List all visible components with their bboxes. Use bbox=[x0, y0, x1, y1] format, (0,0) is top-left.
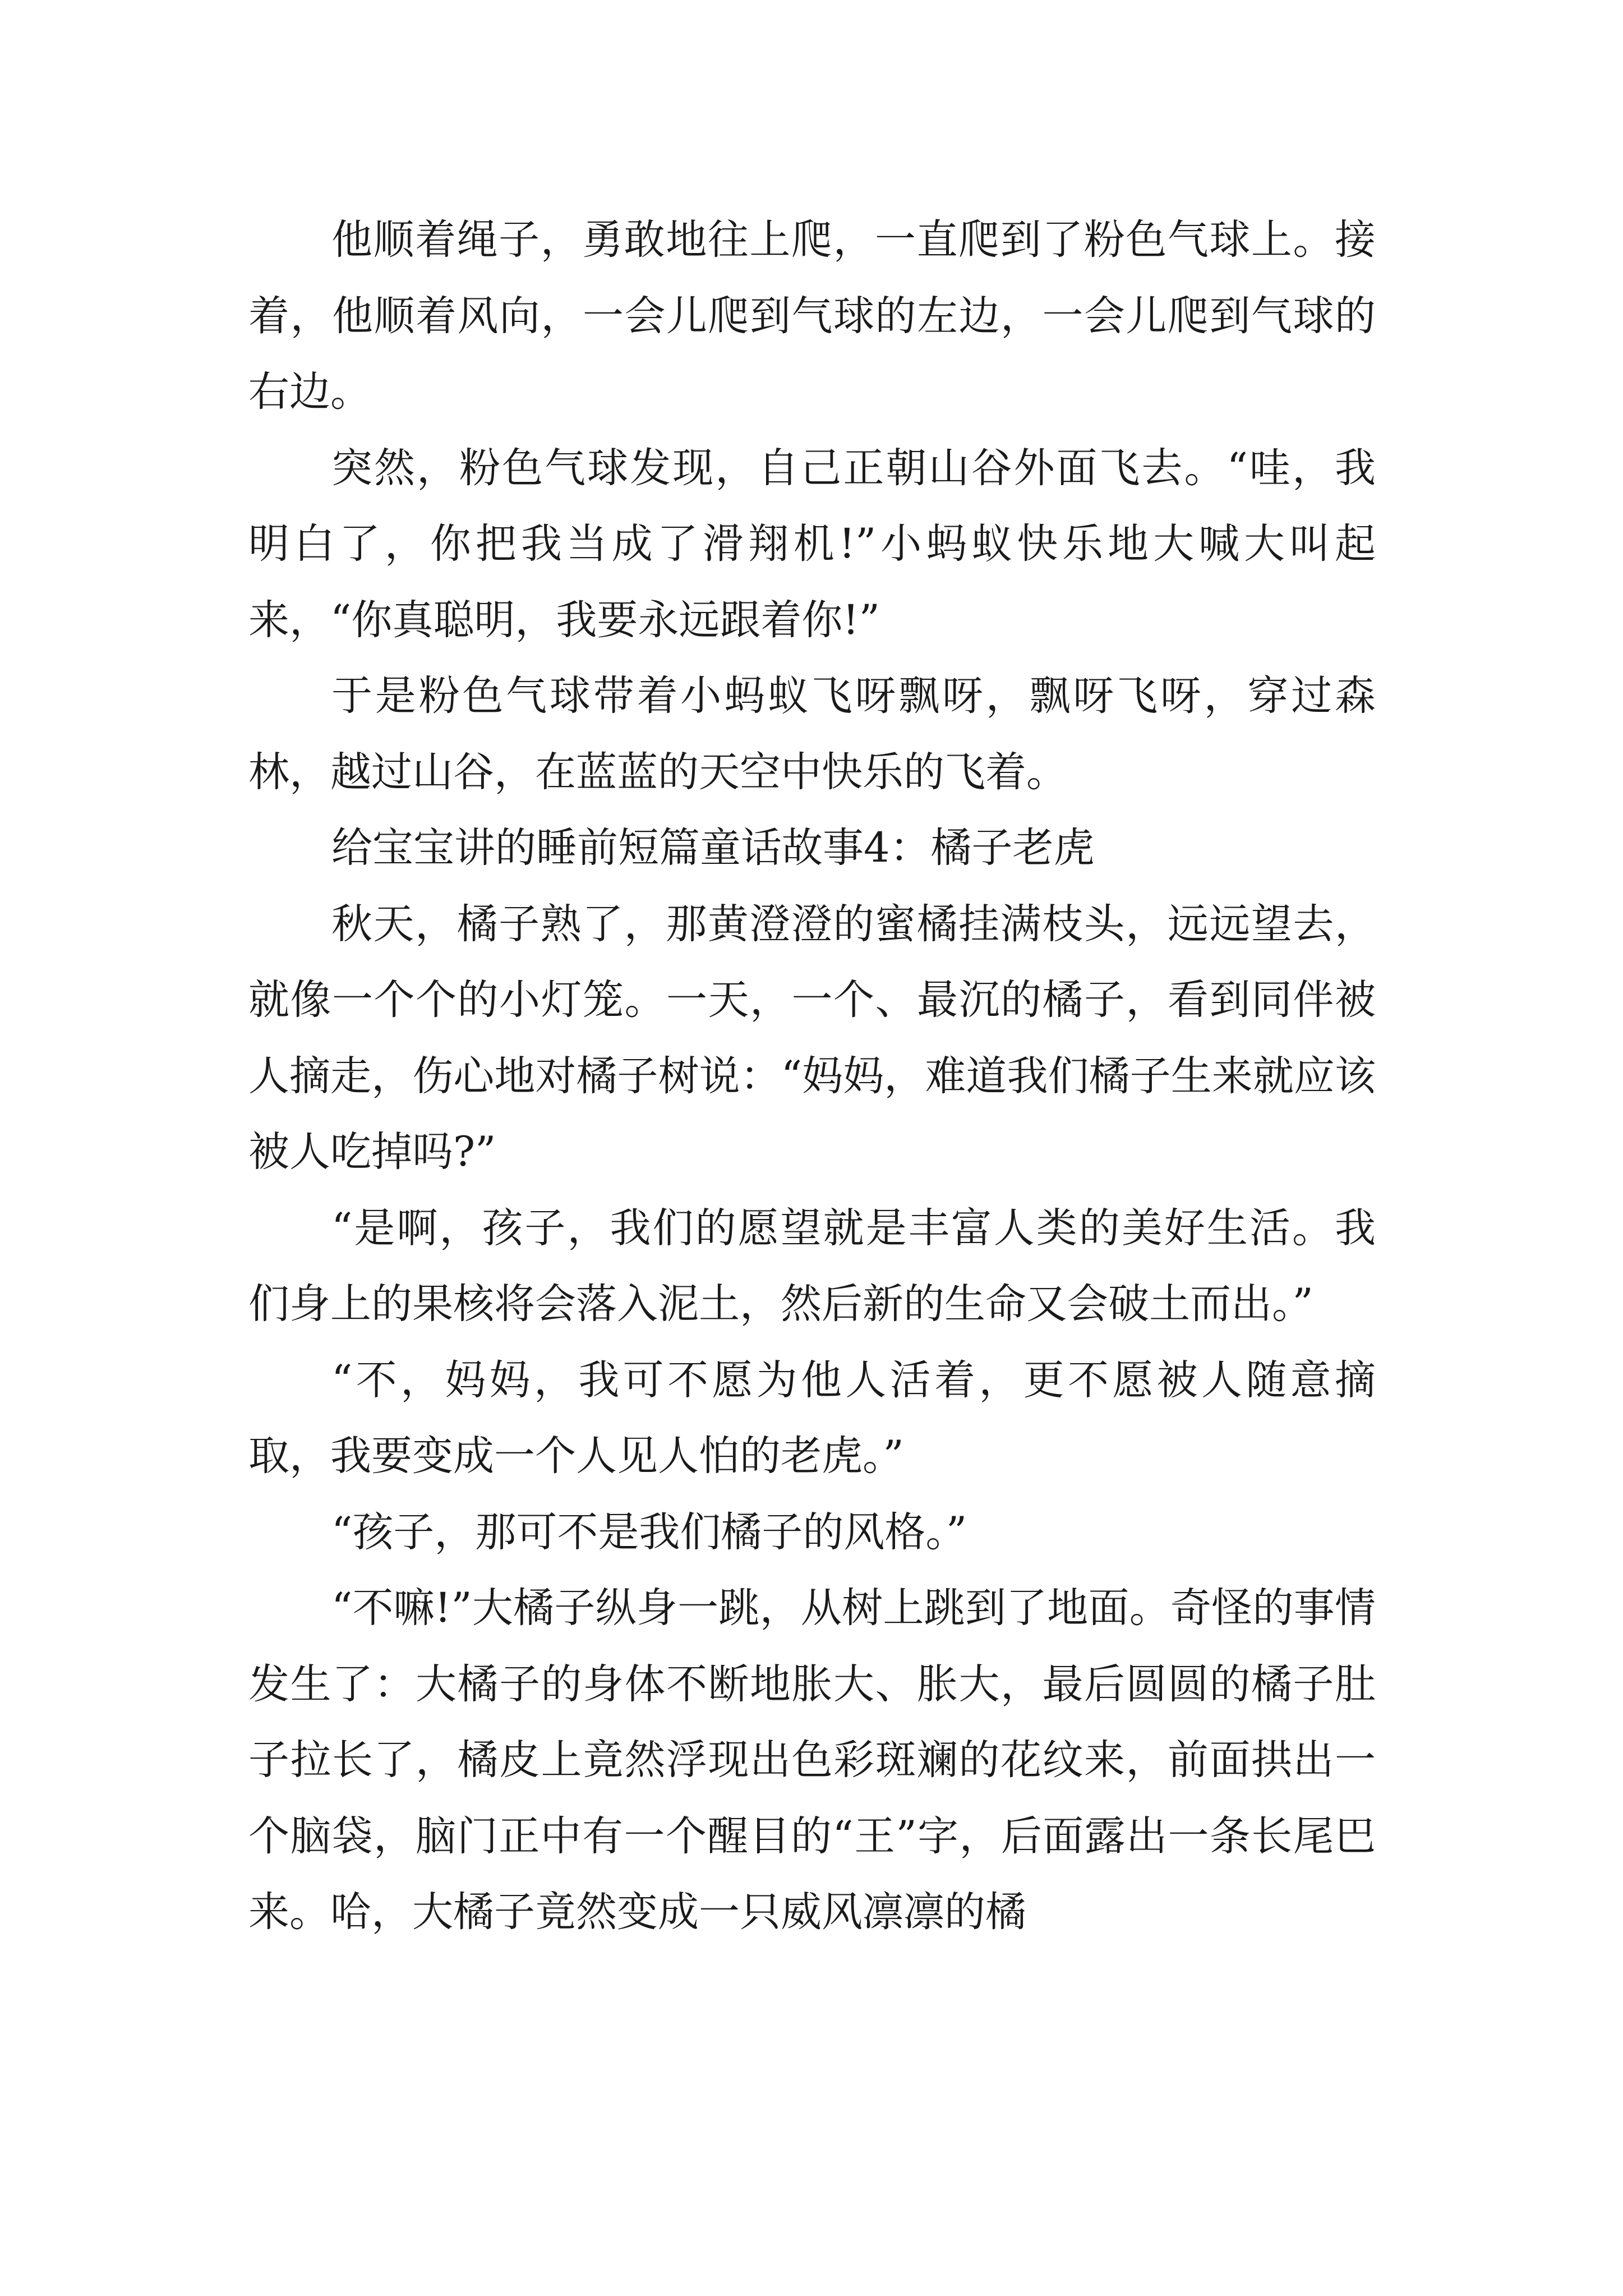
paragraph-refusal: “不，妈妈，我可不愿为他人活着，更不愿被人随意摘取，我要变成一个人见人怕的老虎。” bbox=[248, 1356, 1376, 1480]
story-text bbox=[248, 202, 1376, 1950]
paragraph-climb: 他顺着绳子，勇敢地往上爬，一直爬到了粉色气球上。接着，他顺着风向，一会儿爬到气球的左边，一会儿爬到气球的右边。 bbox=[248, 216, 1376, 416]
paragraph-mother-reply: “是啊，孩子，我们的愿望就是丰富人类的美好生活。我们身上的果核将会落入泥土，然后新的生命又会破土而出。” bbox=[248, 1204, 1376, 1328]
paragraph-style: “孩子，那可不是我们橘子的风格。” bbox=[331, 1508, 967, 1556]
paragraph-flying: 于是粉色气球带着小蚂蚁飞呀飘呀，飘呀飞呀，穿过森林，越过山谷，在蓝蓝的天空中快乐的飞着。 bbox=[248, 672, 1376, 796]
story-heading: 给宝宝讲的睡前短篇童话故事4：橘子老虎 bbox=[331, 824, 1095, 872]
paragraph-transformation: “不嘛!”大橘子纵身一跳，从树上跳到了地面。奇怪的事情发生了：大橘子的身体不断地胀大、胀大，最后圆圆的橘子肚子拉长了，橘皮上竟然浮现出色彩斑斓的花纹来，前面拱出一个脑袋，脑门正中有一个醒目的“王”字，后面露出一条长尾巴来。哈，大橘子竟然变成一只威风凛凛的橘 bbox=[248, 1584, 1376, 1936]
paragraph-autumn: 秋天，橘子熟了，那黄澄澄的蜜橘挂满枝头，远远望去，就像一个个的小灯笼。一天，一个、最沉的橘子，看到同伴被人摘走，伤心地对橘子树说：“妈妈，难道我们橘子生来就应该被人吃掉吗?” bbox=[248, 900, 1376, 1176]
paragraph-glider: 突然，粉色气球发现，自己正朝山谷外面飞去。“哇，我明白了，你把我当成了滑翔机!”小蚂蚁快乐地大喊大叫起来，“你真聪明，我要永远跟着你!” bbox=[248, 444, 1376, 644]
